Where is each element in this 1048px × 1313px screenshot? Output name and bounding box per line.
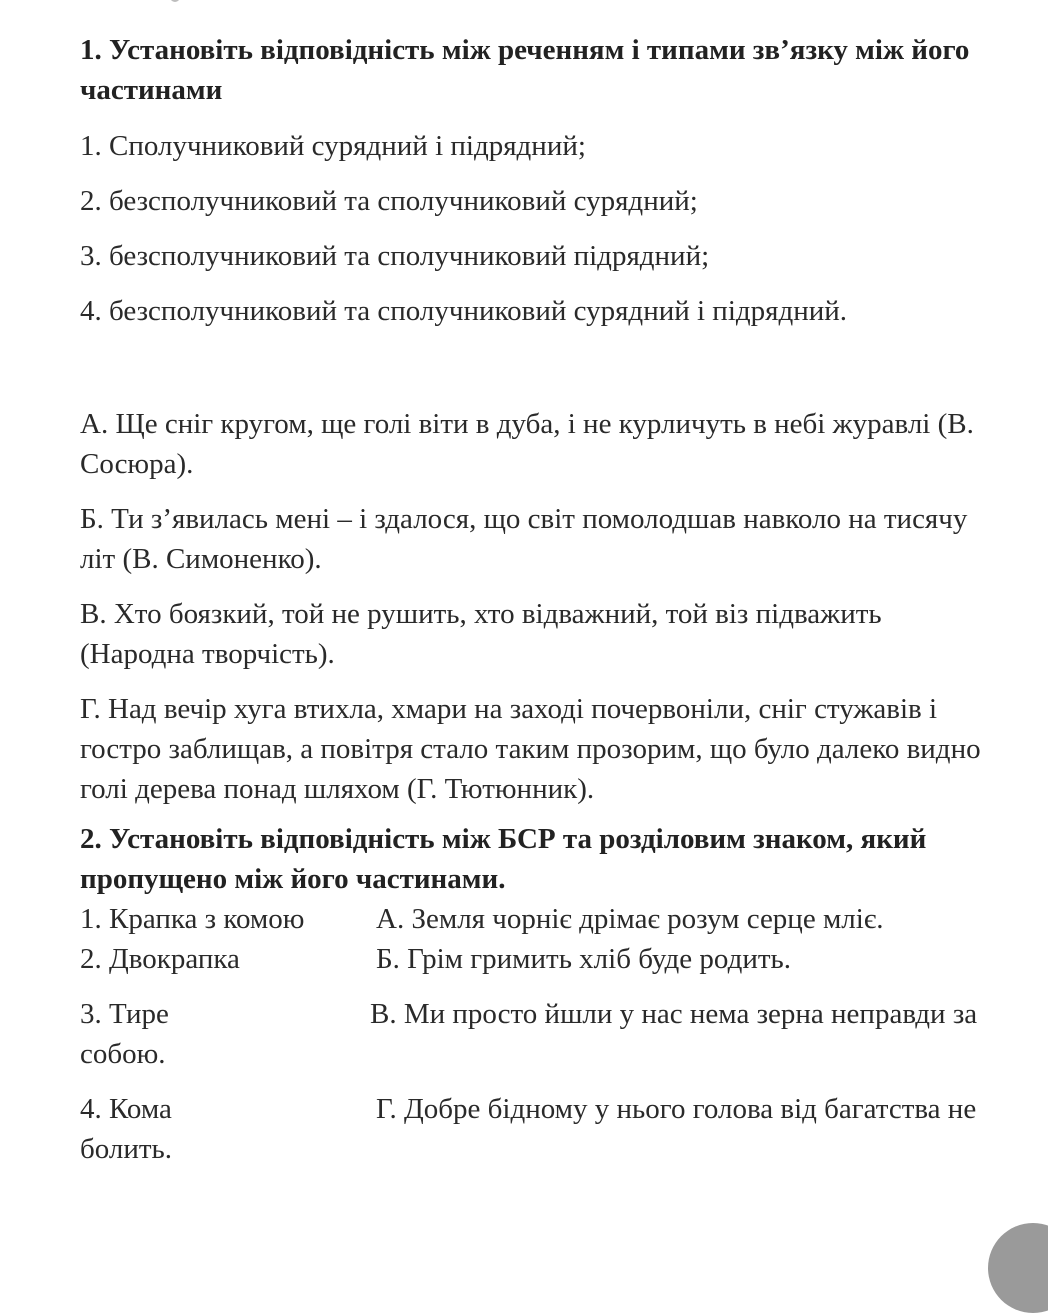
match-row-4 [80,1089,1000,1169]
connection-type-1: 1. Сполучниковий сурядний і підрядний; [80,130,586,162]
punctuation-option-2: 2. Двокрапка [80,943,240,975]
match-row-2 [80,939,1000,979]
bsr-sentence-b: Б. Грім гримить хліб буде родить. [376,943,792,975]
punctuation-option-3: 3. Тире [80,998,169,1030]
match-row-3 [80,994,1000,1074]
page-corner-shadow [988,1223,1048,1313]
sentence-a: А. Ще сніг кругом, ще голі віти в дуба, і не курличуть в небі журавлі (В. Сосюра). [80,408,974,480]
sentence-b: Б. Ти з’явилась мені – і здалося, що світ помолодшав навколо на тисячу літ (В. Симоненко). [80,503,968,575]
bsr-sentence-v: В. Ми просто йшли у нас нема зерна неправди за собою. [80,998,978,1070]
match-row-1 [80,899,1000,939]
scan-mark [170,0,180,2]
connection-type-2: 2. безсполучниковий та сполучниковий сурядний; [80,185,698,217]
worksheet [80,30,1000,1169]
bsr-sentence-h: Г. Добре бідному у нього голова від багатства не болить. [80,1093,977,1165]
bsr-sentence-a: А. Земля чорніє дрімає розум серце мліє. [376,903,884,935]
question-1-title: 1. Установіть відповідність між реченням і типами зв’язку між його частинами [80,34,970,106]
punctuation-option-1: 1. Крапка з комою [80,903,305,935]
connection-type-4: 4. безсполучниковий та сполучниковий сурядний і підрядний. [80,295,848,327]
question-2-title: 2. Установіть відповідність між БСР та розділовим знаком, який пропущено між його частинами. [80,823,927,895]
sentence-h: Г. Над вечір хуга втихла, хмари на заході почервоніли, сніг стужавів і гостро заблищав, а повітря стало таким прозорим, що було далеко видно голі дерева понад шляхом (Г. Тютюнник). [80,693,981,805]
punctuation-option-4: 4. Кома [80,1093,172,1125]
sentence-v: В. Хто боязкий, той не рушить, хто відважний, той віз підважить (Народна творчість). [80,598,882,670]
connection-type-3: 3. безсполучниковий та сполучниковий підрядний; [80,240,710,272]
